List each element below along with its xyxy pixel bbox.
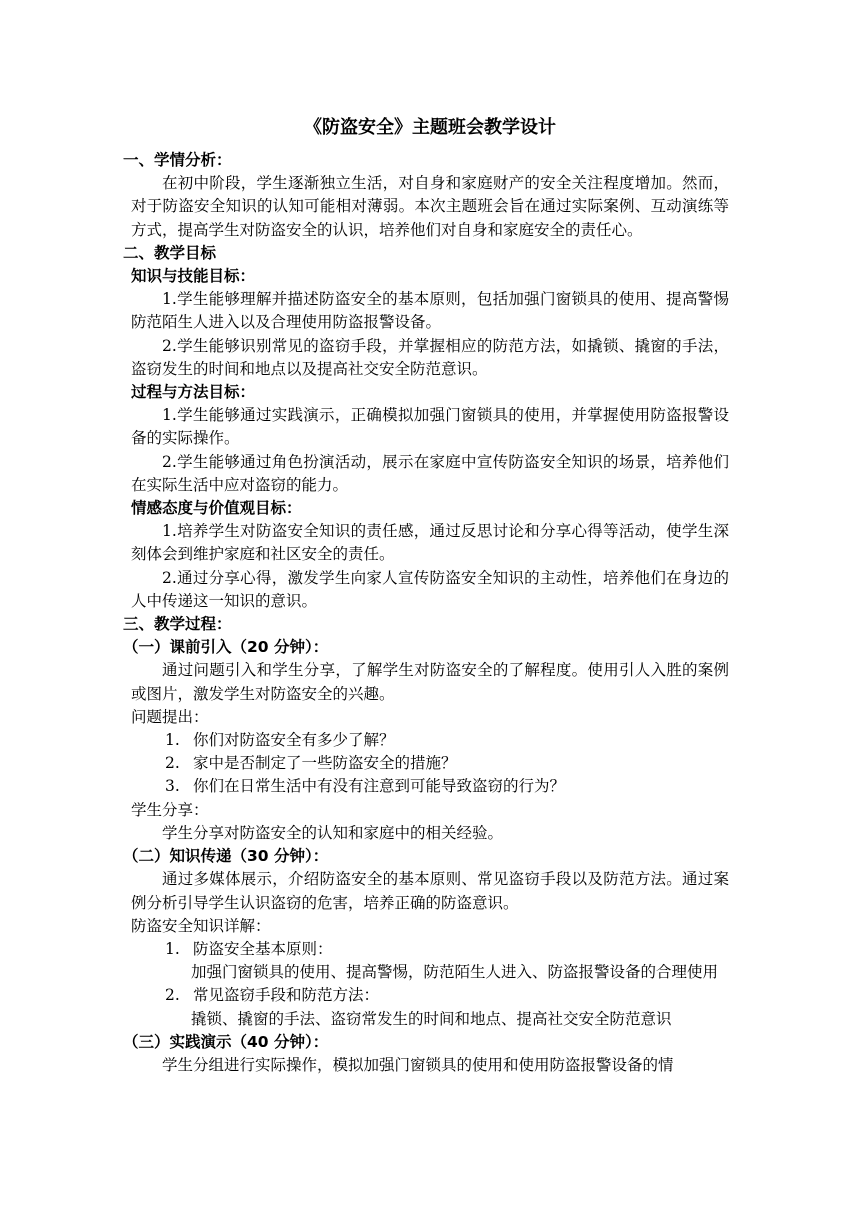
section-heading-analysis: 一、学情分析：	[123, 151, 232, 169]
emotion-goal-item: 2.通过分享心得，激发学生向家人宣传防盗安全知识的主动性，培养他们在身边的人中传递这一知识的意识。	[131, 568, 729, 610]
part1-intro: 通过问题引入和学生分享，了解学生对防盗安全的了解程度。使用引人入胜的案例或图片，激发学生对防盗安全的兴趣。	[131, 661, 729, 703]
share-label: 学生分享：	[131, 800, 209, 819]
knowledge-goals-heading: 知识与技能目标：	[131, 267, 256, 286]
question-number: 1.	[165, 731, 180, 750]
process-goal-item: 2.学生能够通过角色扮演活动，展示在家庭中宣传防盗安全知识的场景，培养他们在实际生活中应对盗窃的能力。	[131, 452, 729, 494]
part3-heading: （三）实践演示（40 分钟）：	[123, 1032, 329, 1051]
detail-text: 加强门窗锁具的使用、提高警惕，防范陌生人进入、防盗报警设备的合理使用	[191, 963, 719, 982]
question-number: 3.	[165, 777, 180, 796]
part2-heading: （二）知识传递（30 分钟）：	[123, 847, 329, 866]
question-text: 你们在日常生活中有没有注意到可能导致盗窃的行为？	[193, 777, 566, 796]
detail-text: 撬锁、撬窗的手法、盗窃常发生的时间和地点、提高社交安全防范意识	[191, 1009, 672, 1028]
part3-intro: 学生分组进行实际操作，模拟加强门窗锁具的使用和使用防盗报警设备的情	[162, 1055, 674, 1074]
detail-number: 2.	[165, 986, 180, 1005]
question-text: 你们对防盗安全有多少了解？	[193, 731, 395, 750]
questions-label: 问题提出：	[131, 707, 209, 726]
analysis-paragraph: 在初中阶段，学生逐渐独立生活，对自身和家庭财产的安全关注程度增加。然而，对于防盗安全知识的认知可能相对薄弱。本次主题班会旨在通过实际案例、互动演练等方式，提高学生对防盗安全的认识，培养他们对自身和家庭安全的责任心。	[131, 174, 729, 239]
part2-intro: 通过多媒体展示，介绍防盗安全的基本原则、常见盗窃手段以及防范方法。通过案例分析引导学生认识盗窃的危害，培养正确的防盗意识。	[131, 870, 729, 912]
section-heading-goals: 二、教学目标	[123, 243, 217, 262]
emotion-goal-item: 1.培养学生对防盗安全知识的责任感，通过反思讨论和分享心得等活动，使学生深刻体会到维护家庭和社区安全的责任。	[131, 522, 729, 564]
detail-title: 防盗安全基本原则：	[193, 939, 333, 958]
page-title: 《防盗安全》主题班会教学设计	[304, 117, 556, 138]
emotion-goals-heading: 情感态度与价值观目标：	[131, 499, 302, 518]
share-text: 学生分享对防盗安全的认知和家庭中的相关经验。	[162, 823, 504, 842]
question-item	[131, 752, 729, 775]
question-item	[131, 775, 729, 798]
question-number: 2.	[165, 754, 180, 773]
detail-item-title	[131, 984, 729, 1007]
question-text: 家中是否制定了一些防盗安全的措施？	[193, 754, 457, 773]
question-item	[131, 729, 729, 752]
detail-item-title	[131, 938, 729, 961]
document-body	[123, 114, 729, 1077]
detail-title: 常见盗窃手段和防范方法：	[193, 986, 380, 1005]
knowledge-goal-item: 2.学生能够识别常见的盗窃手段，并掌握相应的防范方法，如撬锁、撬窗的手法，盗窃发生的时间和地点以及提高社交安全防范意识。	[131, 336, 729, 378]
process-goals-heading: 过程与方法目标：	[131, 383, 256, 402]
part1-heading: （一）课前引入（20 分钟）：	[123, 638, 329, 657]
detail-label: 防盗安全知识详解：	[131, 916, 271, 935]
knowledge-goal-item: 1.学生能够理解并描述防盗安全的基本原则，包括加强门窗锁具的使用、提高警惕防范陌生人进入以及合理使用防盗报警设备。	[131, 290, 729, 332]
detail-number: 1.	[165, 939, 180, 958]
section-heading-process: 三、教学过程：	[123, 615, 232, 634]
process-goal-item: 1.学生能够通过实践演示，正确模拟加强门窗锁具的使用，并掌握使用防盗报警设备的实际操作。	[131, 406, 729, 448]
